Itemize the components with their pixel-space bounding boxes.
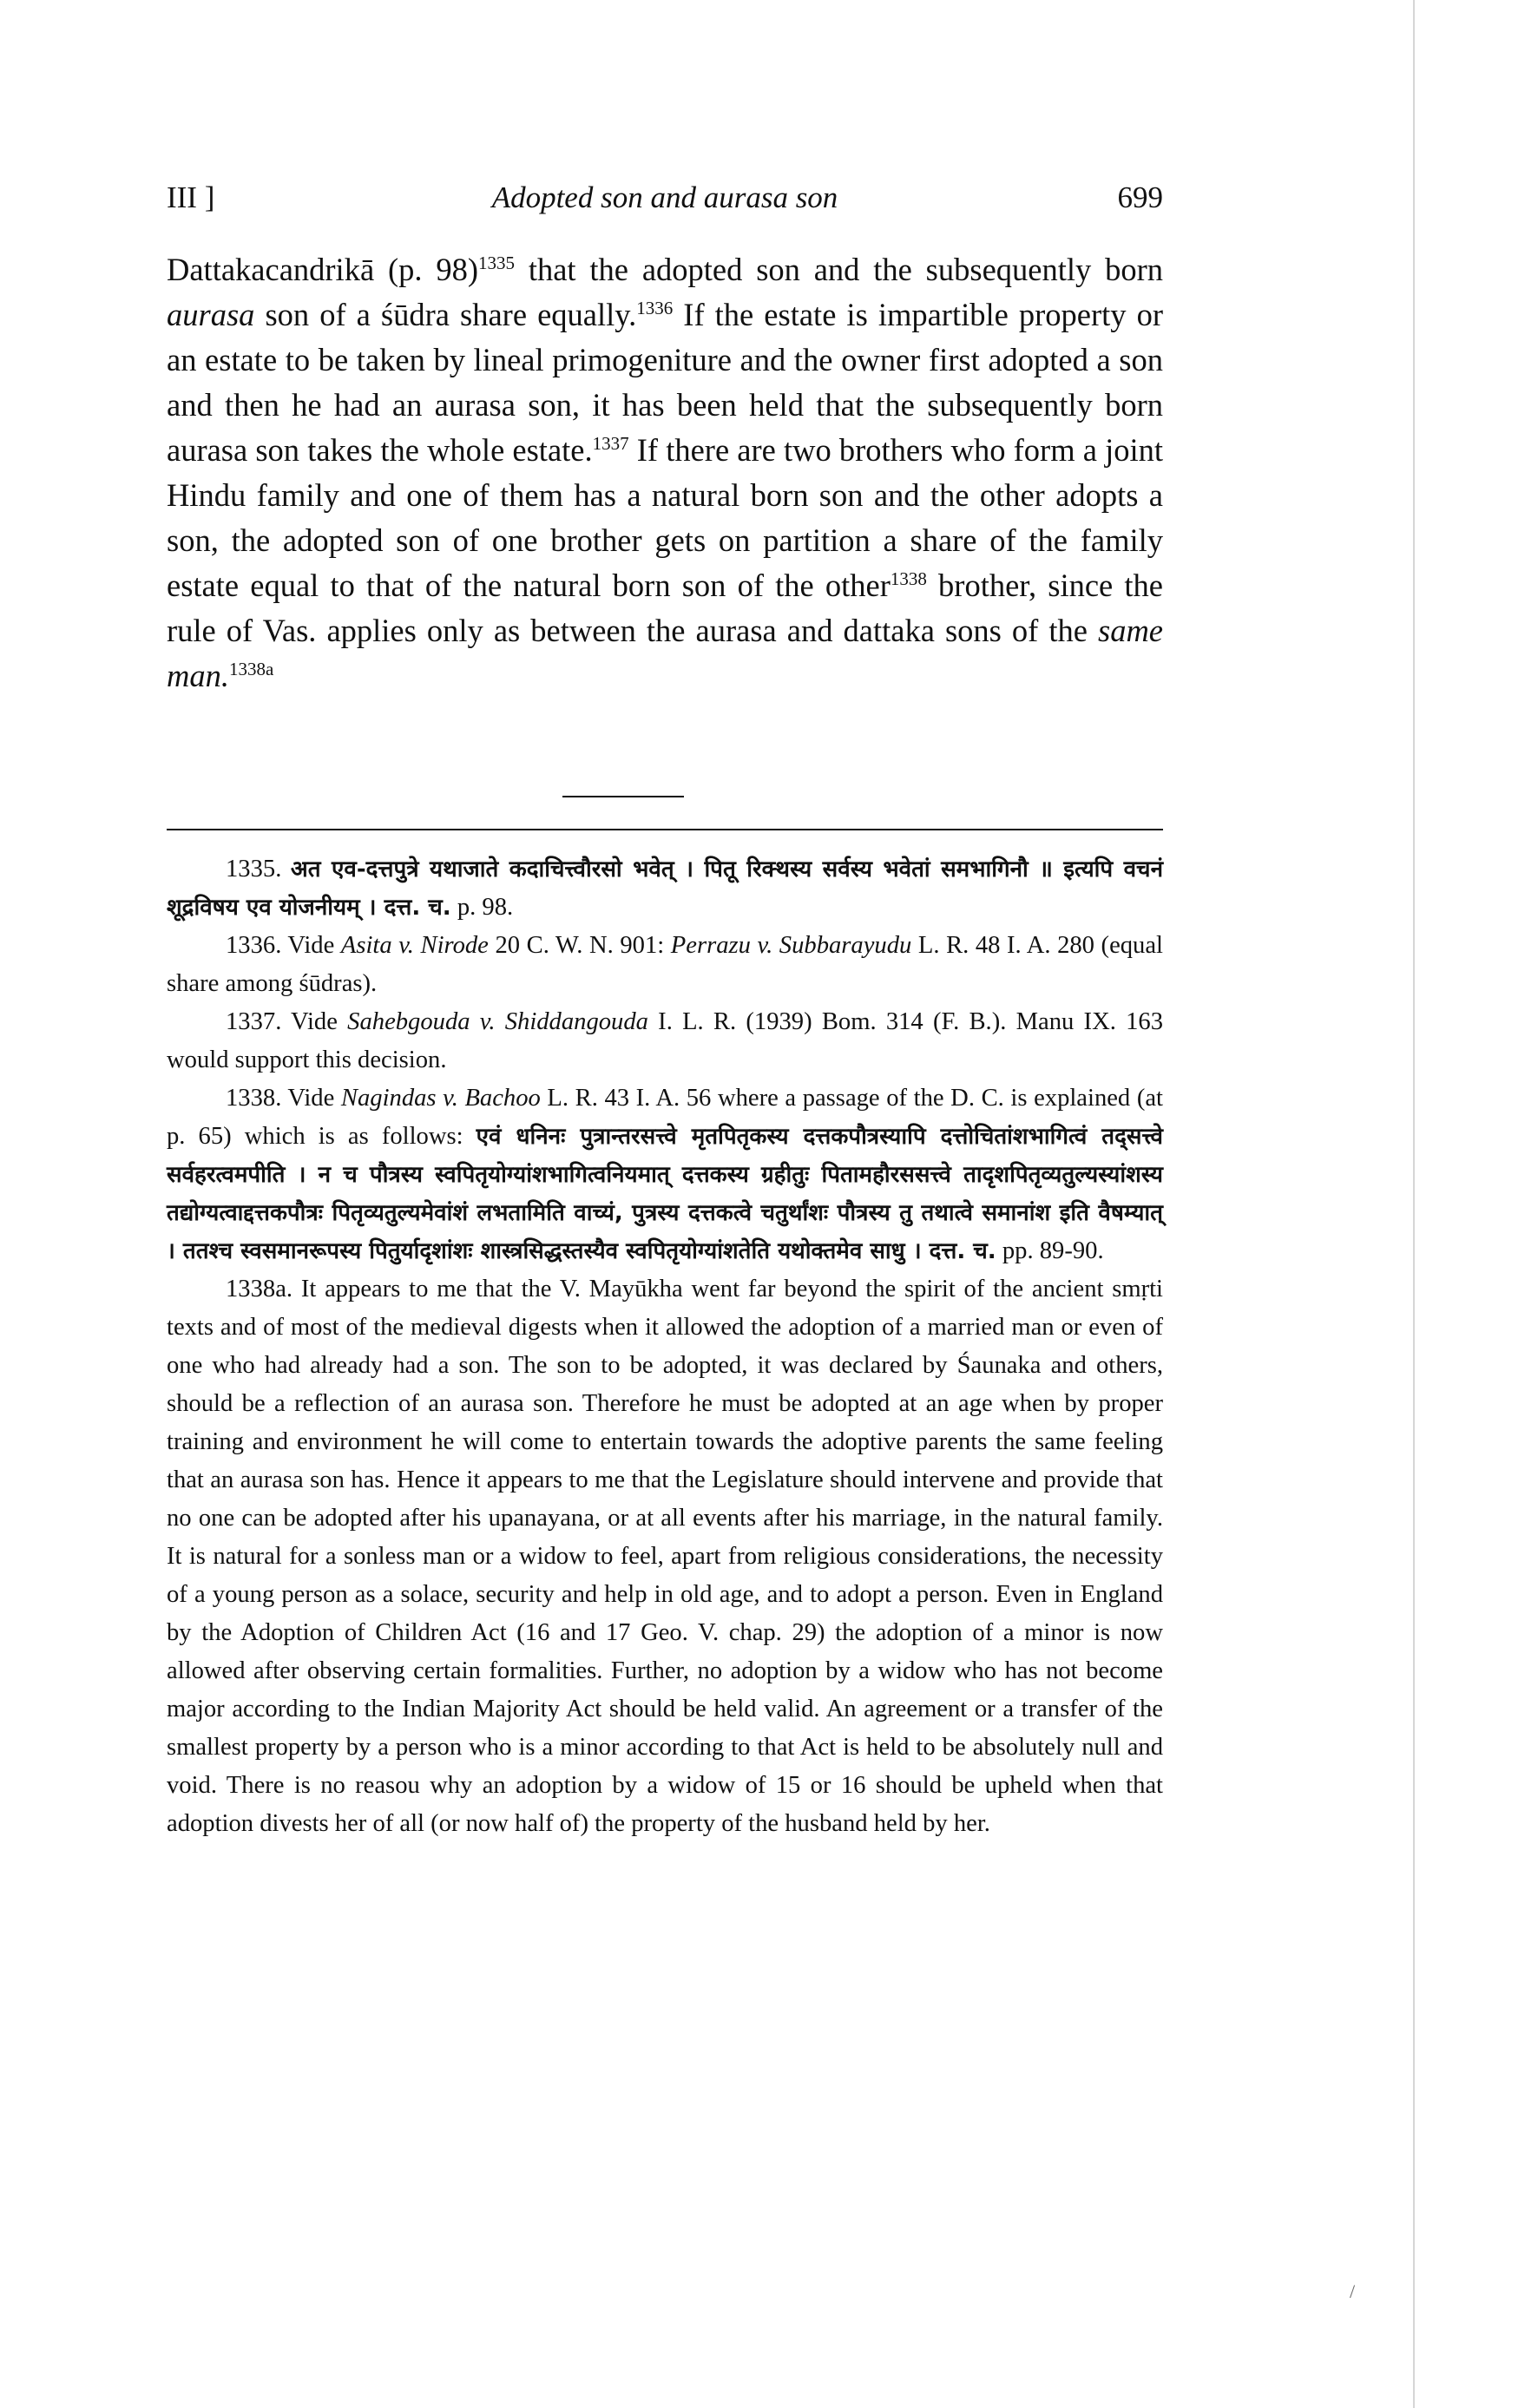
page-edge-line <box>1413 0 1415 2408</box>
footnote-number: 1338a. <box>226 1276 293 1302</box>
text-run: that the adopted son and the subsequently born <box>515 252 1164 287</box>
paragraph-text <box>167 247 1163 699</box>
footnote-1337 <box>167 1003 1163 1079</box>
citation: pp. 89-90. <box>996 1237 1104 1264</box>
footnote-number: 1337. <box>226 1008 282 1035</box>
case-name: Perrazu v. Subbarayudu <box>670 932 912 959</box>
text-run: brother, since the rule of Vas. applies only as between the aurasa and dattaka sons of the <box>167 568 1164 648</box>
text-run: If there are two brothers who form a joint Hindu family and one of them has a natural born son and the other adopts a son, the adopted son of one brother gets on partition a share of the family estate equal to that of the natural born son of the other <box>167 432 1163 603</box>
footnote-ref-1336: 1336 <box>636 297 674 318</box>
sanskrit-text: अत एव-दत्तपुत्रे यथाजाते कदाचित्त्वौरसो भवेत् । पितू रिक्थस्य सर्वस्य भवेतां समभागिनौ ॥ इत्यपि वचनं शूद्रविषय एव योजनीयम् । दत्त. च. <box>167 856 1163 921</box>
footnote-rule <box>167 829 1163 830</box>
footnote-1335 <box>167 850 1163 927</box>
text-run: I. L. R. (1939) Bom. 314 (F. B.). Manu IX. 163 would support this decision. <box>167 1008 1163 1073</box>
footnote-ref-1337: 1337 <box>592 432 629 454</box>
footnote-ref-1338a: 1338a <box>228 658 274 679</box>
running-header <box>167 180 1163 233</box>
citation: p. 98. <box>450 894 514 921</box>
footnote-text: It appears to me that the V. Mayūkha went far beyond the spirit of the ancient smṛti texts and of most of the medieval digests when it allowed the adoption of a married man or even of one who had already had a son. The son to be adopted, it was declared by Śaunaka and others, should be a reflection of an aurasa son. Therefore he must be adopted at an age when by proper training and environment he will come to entertain towards the adoptive parents the same feeling that an aurasa son has. Hence it appears to me that the Legislature should intervene and provide that no one can be adopted after his upanayana, or at all events after his marriage, in the natural family. It is natural for a sonless man or a widow to feel, apart from religious considerations, the necessity of a young person as a solace, security and help in old age, and to adopt a person. Even in England by the Adoption of Children Act (16 and 17 Geo. V. chap. 29) the adoption of a minor is now allowed after observing certain formalities. Further, no adoption by a widow who has not become major according to the Indian Majority Act should be held valid. An agreement or a transfer of the smallest property by a person who is a minor according to that Act is held to be absolutely null and void. There is no reasou why an adoption by a widow of 15 or 16 should be upheld when that adoption divests her of all (or now half of) the property of the husband held by her. <box>167 1276 1163 1837</box>
footnote-1338a <box>167 1270 1163 1843</box>
main-paragraph <box>167 247 1163 699</box>
footnote-1336 <box>167 927 1163 1003</box>
page-number: 699 <box>1117 180 1163 214</box>
italic-term: same man. <box>167 613 1163 693</box>
case-name: Nagindas v. Bachoo <box>340 1085 541 1112</box>
footnotes <box>167 850 1163 1843</box>
footnote-number: 1335. <box>226 856 282 882</box>
sanskrit-text: एवं धनिनः पुत्रान्तरसत्त्वे मृतपितृकस्य दत्तकपौत्रस्यापि दत्तोचितांशभागित्वं तद्सत्त्वे सर्वहरत्वमपीति । न च पौत्रस्य स्वपितृयोग्यांशभागित्वनियमात् दत्तकस्य ग्रहीतुः पितामहौरससत्त्वे तादृशपितृव्यतुल्यस्यांशस्य तद्योग्यत्वाद्दत्तकपौत्रः पितृव्यतुल्यमेवांशं लभतामिति वाच्यं, पुत्रस्य दत्तकत्वे चतुर्थांशः पौत्रस्य तु तथात्वे समानांश इति वैषम्यात् । ततश्च स्वसमानरूपस्य पितुर्यादृशांशः शास्त्रसिद्धस्तस्यैव स्वपितृयोग्यांशतेति यथोक्तमेव साधु । दत्त. च. <box>167 1124 1164 1264</box>
text-run: L. R. 48 I. A. 280 (equal share among śūdras). <box>167 932 1163 997</box>
italic-term: aurasa <box>167 297 255 332</box>
section-divider <box>562 796 684 797</box>
text-run: Vide <box>281 1008 348 1035</box>
text-run: L. R. 43 I. A. 56 where a passage of the D. C. is explained (at p. 65) which is as follows: <box>167 1085 1163 1150</box>
running-title: Adopted son and aurasa son <box>491 180 838 214</box>
footnote-number: 1336. <box>226 932 282 959</box>
footnote-1338 <box>167 1079 1163 1270</box>
case-name: Asita v. Nirode <box>340 932 489 959</box>
text-run: Dattakacandrikā (p. 98) <box>167 252 478 287</box>
text-run: Vide <box>281 932 341 959</box>
footnote-number: 1338. <box>226 1085 282 1112</box>
case-name: Sahebgouda v. Shiddangouda <box>347 1008 648 1035</box>
text-run: 20 C. W. N. 901: <box>488 932 671 959</box>
chapter-marker: III ] <box>167 180 215 214</box>
text-run: If the estate is impartible property or an estate to be taken by lineal primogeniture and the owner first adopted a son and then he had an aurasa son, it has been held that the subsequently born aurasa son takes the whole estate. <box>167 297 1163 468</box>
margin-mark: / <box>1350 2280 1356 2302</box>
footnote-ref-1335: 1335 <box>478 252 515 273</box>
footnote-ref-1338: 1338 <box>890 568 927 589</box>
text-run: Vide <box>281 1085 341 1112</box>
text-run: son of a śūdra share equally. <box>254 297 637 332</box>
